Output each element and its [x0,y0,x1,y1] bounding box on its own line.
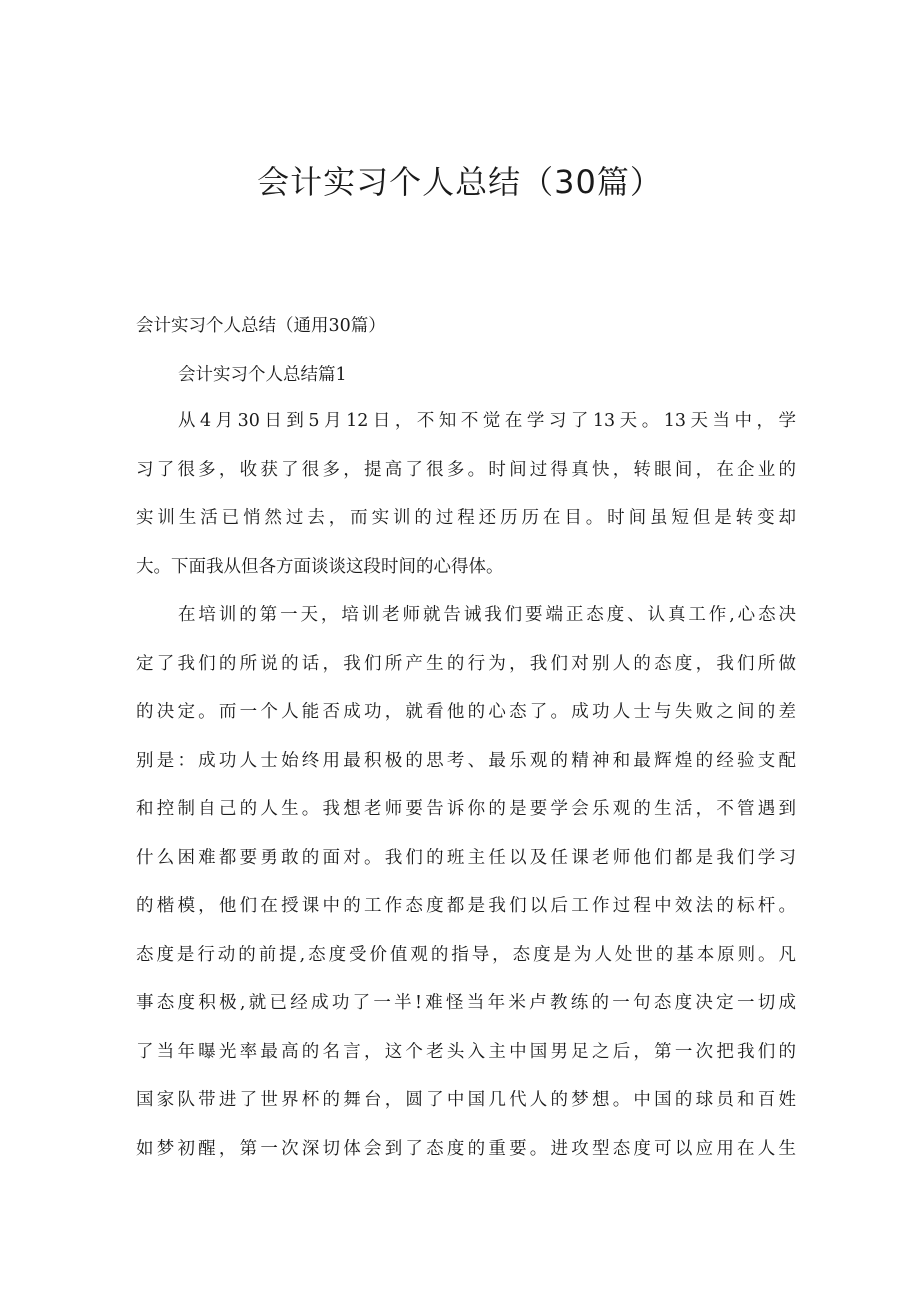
paragraph-line: 大。下面我从但各方面谈谈这段时间的心得体。 [136,556,504,577]
paragraph-line: 如梦初醒，第一次深切体会到了态度的重要。进攻型态度可以应用在人生 [136,1138,796,1159]
paragraph-line: 国家队带进了世界杯的舞台，圆了中国几代人的梦想。中国的球员和百姓 [136,1090,796,1110]
body-paragraph-2 [136,591,796,1173]
paragraph-line: 从4月30日到5月12日，不知不觉在学习了13天。13天当中，学 [178,411,796,431]
paragraph-line: 的决定。而一个人能否成功，就看他的心态了。成功人士与失败之间的差 [136,702,796,722]
paragraph-line: 什么困难都要勇敢的面对。我们的班主任以及任课老师他们都是我们学习 [136,847,796,868]
paragraph-line: 了当年曝光率最高的名言，这个老头入主中国男足之后，第一次把我们的 [136,1041,796,1062]
paragraph-line: 事态度积极,就已经成功了一半!难怪当年米卢教练的一句态度决定一切成 [136,993,796,1013]
paragraph-line: 实训生活已悄然过去，而实训的过程还历历在目。时间虽短但是转变却 [136,508,796,528]
paragraph-line: 在培训的第一天，培训老师就告诫我们要端正态度、认真工作,心态决 [178,605,796,625]
paragraph-line: 习了很多，收获了很多，提高了很多。时间过得真快，转眼间，在企业的 [136,459,796,480]
paragraph-line: 的楷模，他们在授课中的工作态度都是我们以后工作过程中效法的标杆。 [136,896,796,916]
section-heading: 会计实习个人总结篇1 [178,365,347,385]
paragraph-line: 态度是行动的前提,态度受价值观的指导，态度是为人处世的基本原则。凡 [136,944,796,965]
paragraph-line: 别是：成功人士始终用最积极的思考、最乐观的精神和最辉煌的经验支配 [136,750,796,771]
body-paragraph-1 [136,397,796,591]
paragraph-line: 定了我们的所说的话，我们所产生的行为，我们对别人的态度，我们所做 [136,653,796,674]
document-title: 会计实习个人总结（30篇） [257,163,663,201]
paragraph-line: 和控制自己的人生。我想老师要告诉你的是要学会乐观的生活，不管遇到 [136,799,796,819]
document-subtitle: 会计实习个人总结（通用30篇） [136,316,386,336]
